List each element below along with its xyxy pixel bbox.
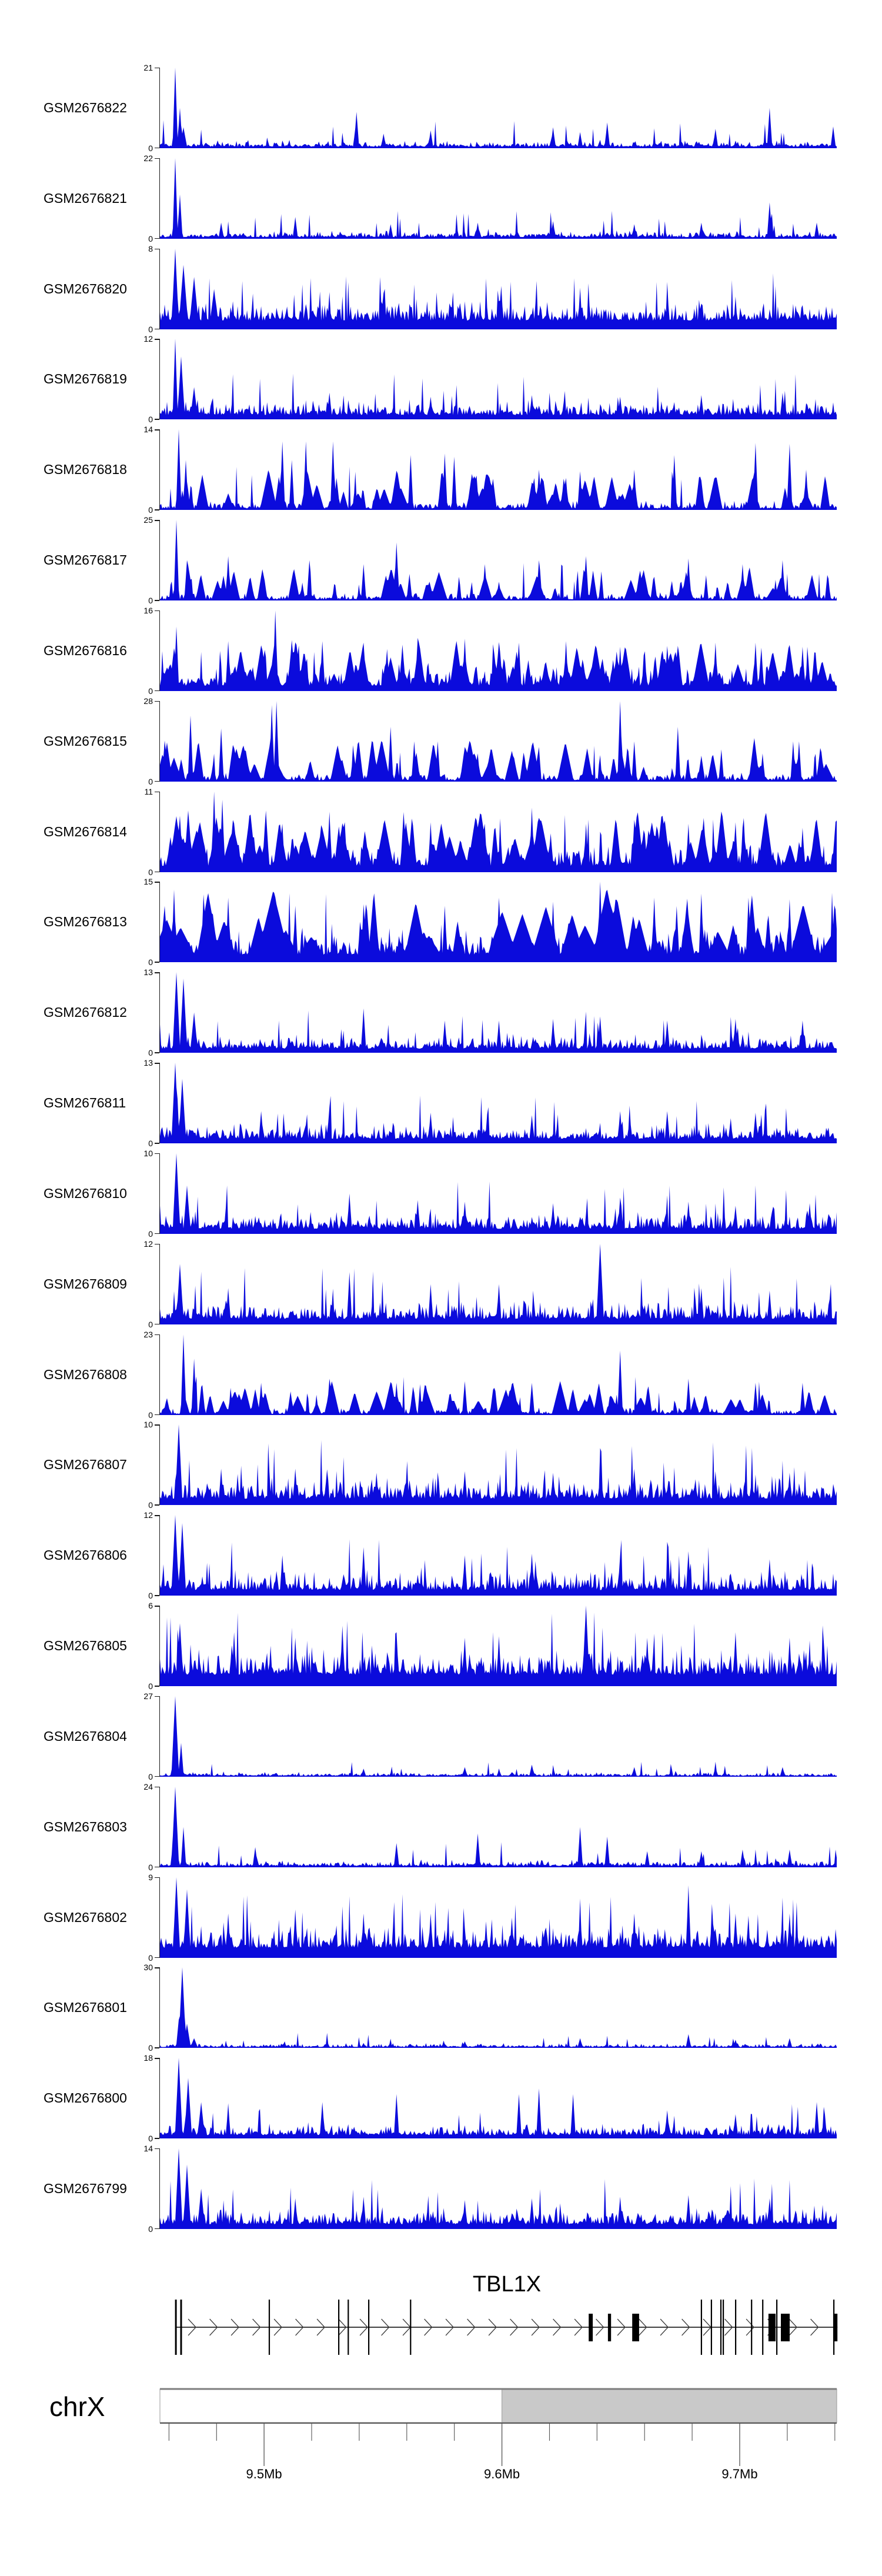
y-axis-max-label: 16 <box>143 605 153 615</box>
y-axis-bottom-tick <box>155 2047 159 2048</box>
y-axis-zero-label: 0 <box>148 415 153 425</box>
sample-label: GSM2676803 <box>44 1818 127 1834</box>
exon-boundary-line <box>181 2300 182 2355</box>
y-axis-top-tick <box>155 1877 159 1878</box>
axis-coordinate-label: 9.7Mb <box>721 2467 758 2481</box>
signal-path <box>160 1424 837 1505</box>
signal-path <box>160 2148 837 2229</box>
y-axis-bottom-tick <box>155 1504 159 1505</box>
sample-label: GSM2676812 <box>44 1005 127 1020</box>
exon-box <box>589 2314 593 2341</box>
exon-boundary-line <box>368 2300 369 2355</box>
y-axis-top-tick <box>155 1515 159 1516</box>
y-axis-top-tick <box>155 429 159 430</box>
sample-label: GSM2676816 <box>44 642 127 658</box>
sample-label: GSM2676822 <box>44 100 127 115</box>
y-axis-bottom-tick <box>155 1595 159 1596</box>
exon-boundary-line <box>751 2300 752 2355</box>
y-axis-zero-label: 0 <box>148 867 153 877</box>
y-axis-bottom-tick <box>155 1414 159 1415</box>
y-axis-top-tick <box>155 610 159 611</box>
signal-area-plot <box>160 1967 837 2048</box>
signal-path <box>160 701 837 782</box>
y-axis-max-label: 25 <box>143 515 153 525</box>
y-axis-top-tick <box>155 1334 159 1335</box>
signal-area-plot <box>160 701 837 782</box>
signal-path <box>160 1063 837 1143</box>
exon-boundary-line <box>410 2300 411 2355</box>
sample-label: GSM2676814 <box>44 823 127 839</box>
y-axis-max-label: 12 <box>143 1510 153 1520</box>
y-axis-bottom-tick <box>155 509 159 510</box>
axis-coordinate-label: 9.5Mb <box>246 2467 282 2481</box>
y-axis-max-label: 24 <box>143 1781 153 1791</box>
exon-boundary-line <box>723 2300 724 2355</box>
y-axis-max-label: 10 <box>143 1148 153 1158</box>
y-axis-bottom-tick <box>155 1957 159 1958</box>
signal-path <box>160 158 837 239</box>
signal-path <box>160 1244 837 1324</box>
exon-boundary-line <box>348 2300 349 2355</box>
y-axis-top-tick <box>155 2148 159 2149</box>
y-axis-zero-label: 0 <box>148 686 153 696</box>
signal-area-plot <box>160 1877 837 1958</box>
signal-path <box>160 1877 837 1958</box>
y-axis-max-label: 11 <box>144 786 153 796</box>
y-axis-max-label: 14 <box>143 2144 153 2154</box>
exon-box <box>833 2314 837 2341</box>
signal-area-plot <box>160 1787 837 1867</box>
y-axis-max-label: 12 <box>143 334 153 344</box>
y-axis-top-tick <box>155 1696 159 1697</box>
y-axis-zero-label: 0 <box>148 1771 153 1781</box>
exon-box <box>632 2314 639 2341</box>
y-axis-top-tick <box>155 1153 159 1154</box>
sample-label: GSM2676813 <box>44 914 127 930</box>
y-axis-max-label: 27 <box>143 1691 153 1701</box>
y-axis-bottom-tick <box>155 2228 159 2229</box>
signal-area-plot <box>160 1244 837 1324</box>
signal-area-plot <box>160 2058 837 2138</box>
y-axis-zero-label: 0 <box>148 1319 153 1329</box>
sample-label: GSM2676815 <box>44 733 127 749</box>
signal-area-plot <box>160 429 837 510</box>
signal-area-plot <box>160 882 837 962</box>
y-axis-zero-label: 0 <box>148 1953 153 1963</box>
sample-label: GSM2676810 <box>44 1185 127 1201</box>
y-axis-top-tick <box>155 701 159 702</box>
exon-boundary-line <box>338 2300 339 2355</box>
exon-boundary-line <box>711 2300 712 2355</box>
signal-path <box>160 1153 837 1234</box>
chromosome-bar-top-border <box>160 2388 837 2390</box>
signal-area-plot <box>160 1696 837 1777</box>
sample-label: GSM2676820 <box>44 281 127 296</box>
sample-label: GSM2676807 <box>44 1457 127 1473</box>
y-axis-max-label: 15 <box>143 877 153 887</box>
y-axis-zero-label: 0 <box>148 1048 153 1058</box>
signal-area-plot <box>160 610 837 691</box>
y-axis-zero-label: 0 <box>148 596 153 606</box>
y-axis-max-label: 28 <box>143 696 153 706</box>
y-axis-zero-label: 0 <box>148 1229 153 1239</box>
signal-path <box>160 2058 837 2138</box>
axis-baseline <box>160 2422 837 2424</box>
signal-path <box>160 1334 837 1415</box>
y-axis-bottom-tick <box>155 690 159 691</box>
signal-path <box>160 520 837 600</box>
y-axis-max-label: 12 <box>143 1239 153 1249</box>
sample-label: GSM2676811 <box>44 1095 126 1111</box>
signal-area-plot <box>160 1063 837 1143</box>
signal-area-plot <box>160 1606 837 1686</box>
sample-label: GSM2676821 <box>44 190 127 206</box>
y-axis-zero-label: 0 <box>148 1500 153 1510</box>
y-axis-zero-label: 0 <box>148 2043 153 2053</box>
y-axis-bottom-tick <box>155 1233 159 1234</box>
y-axis-max-label: 8 <box>148 243 153 253</box>
sample-label: GSM2676802 <box>44 1909 127 1925</box>
y-axis-zero-label: 0 <box>148 2224 153 2234</box>
signal-path <box>160 882 837 962</box>
y-axis-zero-label: 0 <box>148 1862 153 1872</box>
exon-boundary-line <box>762 2300 763 2355</box>
sample-label: GSM2676809 <box>44 1276 127 1292</box>
sample-label: GSM2676801 <box>44 2000 127 2016</box>
chromosome-shaded-region <box>502 2389 837 2422</box>
genome-axis-track <box>0 2376 882 2494</box>
exon-box <box>781 2314 790 2341</box>
y-axis-top-tick <box>155 972 159 973</box>
signal-area-plot <box>160 2148 837 2229</box>
chromosome-label: chrX <box>49 2391 105 2422</box>
sample-label: GSM2676805 <box>44 1638 127 1654</box>
signal-path <box>160 429 837 510</box>
y-axis-max-label: 23 <box>143 1329 153 1339</box>
y-axis-top-tick <box>155 1967 159 1968</box>
y-axis-zero-label: 0 <box>148 505 153 515</box>
sample-label: GSM2676804 <box>44 1728 127 1744</box>
signal-path <box>160 1696 837 1777</box>
signal-path <box>160 610 837 691</box>
y-axis-max-label: 9 <box>148 1872 153 1882</box>
y-axis-zero-label: 0 <box>148 324 153 334</box>
y-axis-zero-label: 0 <box>148 2134 153 2144</box>
y-axis-zero-label: 0 <box>148 144 153 153</box>
y-axis-zero-label: 0 <box>148 776 153 786</box>
exon-boundary-line <box>269 2300 270 2355</box>
y-axis-max-label: 10 <box>143 1420 153 1430</box>
exon-boundary-line <box>175 2300 177 2355</box>
y-axis-max-label: 13 <box>143 967 153 977</box>
signal-path <box>160 68 837 148</box>
signal-path <box>160 339 837 419</box>
signal-path <box>160 1606 837 1686</box>
y-axis-max-label: 13 <box>143 1058 153 1068</box>
exon-boundary-line <box>701 2300 702 2355</box>
y-axis-zero-label: 0 <box>148 1410 153 1420</box>
gene-model-track <box>160 2294 841 2360</box>
y-axis-max-label: 14 <box>143 425 153 435</box>
y-axis-top-tick <box>155 1424 159 1425</box>
signal-path <box>160 249 837 329</box>
signal-area-plot <box>160 249 837 329</box>
signal-area-plot <box>160 1515 837 1596</box>
y-axis-bottom-tick <box>155 238 159 239</box>
y-axis-max-label: 22 <box>143 153 153 163</box>
axis-coordinate-label: 9.6Mb <box>484 2467 520 2481</box>
y-axis-bottom-tick <box>155 1776 159 1777</box>
signal-path <box>160 972 837 1053</box>
signal-area-plot <box>160 1153 837 1234</box>
sample-label: GSM2676819 <box>44 371 127 387</box>
y-axis-bottom-tick <box>155 781 159 782</box>
signal-area-plot <box>160 1334 837 1415</box>
signal-area-plot <box>160 792 837 872</box>
y-axis-zero-label: 0 <box>148 1681 153 1691</box>
signal-area-plot <box>160 68 837 148</box>
signal-area-plot <box>160 158 837 239</box>
signal-path <box>160 792 837 872</box>
sample-label: GSM2676800 <box>44 2090 127 2106</box>
sample-label: GSM2676799 <box>44 2181 127 2197</box>
signal-path <box>160 1967 837 2048</box>
signal-area-plot <box>160 339 837 419</box>
y-axis-bottom-tick <box>155 1052 159 1053</box>
signal-path <box>160 1515 837 1596</box>
y-axis-max-label: 18 <box>143 2053 153 2063</box>
y-axis-zero-label: 0 <box>148 1139 153 1149</box>
sample-label: GSM2676817 <box>44 552 127 568</box>
exon-boundary-line <box>720 2300 721 2355</box>
y-axis-zero-label: 0 <box>148 1591 153 1601</box>
y-axis-zero-label: 0 <box>148 233 153 243</box>
signal-area-plot <box>160 1424 837 1505</box>
y-axis-zero-label: 0 <box>148 957 153 967</box>
signal-path <box>160 1787 837 1867</box>
exon-boundary-line <box>735 2300 736 2355</box>
y-axis-max-label: 30 <box>143 1963 153 1973</box>
signal-area-plot <box>160 520 837 600</box>
y-axis-top-tick <box>155 158 159 159</box>
signal-area-plot <box>160 972 837 1053</box>
exon-box <box>769 2314 776 2341</box>
y-axis-max-label: 6 <box>148 1601 153 1611</box>
sample-label: GSM2676808 <box>44 1366 127 1382</box>
sample-label: GSM2676818 <box>44 462 127 478</box>
gene-name-label: TBL1X <box>472 2272 542 2297</box>
exon-box <box>608 2314 611 2341</box>
sample-label: GSM2676806 <box>44 1547 127 1563</box>
y-axis-max-label: 21 <box>143 63 153 72</box>
exon-boundary-line <box>776 2300 777 2355</box>
